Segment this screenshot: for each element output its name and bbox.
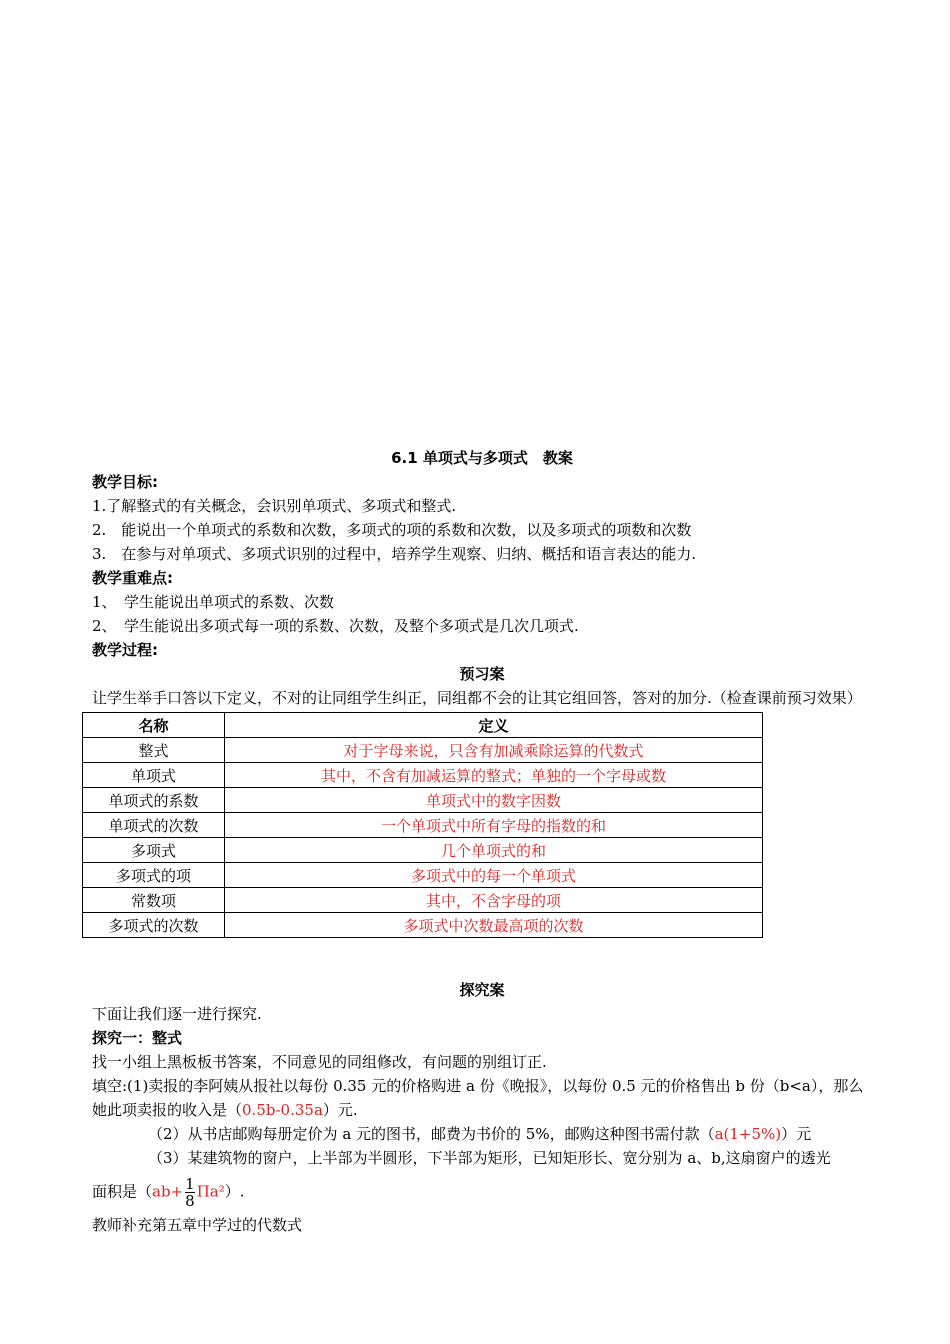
q3-frac-numerator: 1 [185,1175,195,1193]
question-1 [92,1074,872,1122]
term-cell: 多项式的次数 [83,913,225,938]
question-2 [92,1122,872,1146]
key-point-1: 1、 学生能说出单项式的系数、次数 [92,593,335,611]
term-cell: 常数项 [83,888,225,913]
term-cell: 单项式的系数 [83,788,225,813]
question-3-line2 [92,1176,872,1209]
key-point-2: 2、 学生能说出多项式每一项的系数、次数，及整个多项式是几次几项式. [92,617,579,635]
q1-suffix: ）元. [322,1101,358,1119]
goal-item-2: 2. 能说出一个单项式的系数和次数，多项式的项的系数和次数，以及多项式的项数和次数 [92,521,692,539]
q3-suffix: ）. [224,1182,245,1201]
lesson-page [92,446,872,1237]
q3-answer-a: ab+ [152,1182,184,1201]
term-cell: 多项式 [83,838,225,863]
definition-cell: 几个单项式的和 [225,838,763,863]
goal-item-1: 1.了解整式的有关概念，会识别单项式、多项式和整式. [92,497,457,515]
definition-cell: 对于字母来说，只含有加减乘除运算的代数式 [225,738,763,763]
explore-intro: 下面让我们逐一进行探究. [92,1005,262,1023]
preview-title: 预习案 [459,665,505,683]
table-row [83,763,763,788]
definition-cell: 一个单项式中所有字母的指数的和 [225,813,763,838]
table-row [83,838,763,863]
question-3-line1: （3）某建筑物的窗户，上半部为半圆形，下半部为矩形，已知矩形长、宽分别为 a、b,这扇窗户的透光 [148,1149,831,1167]
definition-cell: 单项式中的数字因数 [225,788,763,813]
header-definition: 定义 [225,713,763,738]
q3-answer-b: Πa² [196,1182,225,1201]
table-header-row [83,713,763,738]
table-row [83,863,763,888]
goal-item-3: 3. 在参与对单项式、多项式识别的过程中，培养学生观察、归纳、概括和语言表达的能力. [92,545,697,563]
q2-suffix: ）元 [781,1125,812,1143]
process-heading: 教学过程: [92,641,158,659]
q1-text: 填空:(1)卖报的李阿姨从报社以每份 0.35 元的价格购进 a 份《晚报》，以每份 0.5 元的价格售出 b 份（b<a），那么她此项卖报的收入是（ [92,1077,864,1119]
header-name: 名称 [83,713,225,738]
section1-line: 找一小组上黑板板书答案，不同意见的同组修改，有问题的别组订正. [92,1053,547,1071]
definitions-table [82,712,763,938]
q3-frac-denominator: 8 [185,1192,195,1210]
q3-prefix: 面积是（ [92,1182,153,1201]
table-row [83,788,763,813]
term-cell: 多项式的项 [83,863,225,888]
table-row [83,888,763,913]
term-cell: 单项式 [83,763,225,788]
q1-answer: 0.5b-0.35a [242,1101,323,1119]
goals-heading: 教学目标: [92,473,158,491]
key-points-heading: 教学重难点: [92,569,173,587]
teacher-note: 教师补充第五章中学过的代数式 [92,1216,303,1234]
table-row [83,813,763,838]
page-title: 6.1 单项式与多项式 教案 [391,449,573,467]
table-row [83,738,763,763]
term-cell: 整式 [83,738,225,763]
definition-cell: 多项式中次数最高项的次数 [225,913,763,938]
q2-text: （2）从书店邮购每册定价为 a 元的图书，邮费为书价的 5%，邮购这种图书需付款（ [148,1125,715,1143]
definition-cell: 多项式中的每一个单项式 [225,863,763,888]
definition-cell: 其中，不含有加减运算的整式；单独的一个字母或数 [225,763,763,788]
definition-cell: 其中，不含字母的项 [225,888,763,913]
q3-fraction [185,1176,195,1209]
table-row [83,913,763,938]
section1-heading: 探究一：整式 [92,1029,183,1047]
preview-intro: 让学生举手口答以下定义，不对的让同组学生纠正，同组都不会的让其它组回答，答对的加分.（检查课前预习效果） [92,689,862,707]
term-cell: 单项式的次数 [83,813,225,838]
q2-answer: a(1+5%) [714,1125,782,1143]
explore-title: 探究案 [459,981,505,999]
